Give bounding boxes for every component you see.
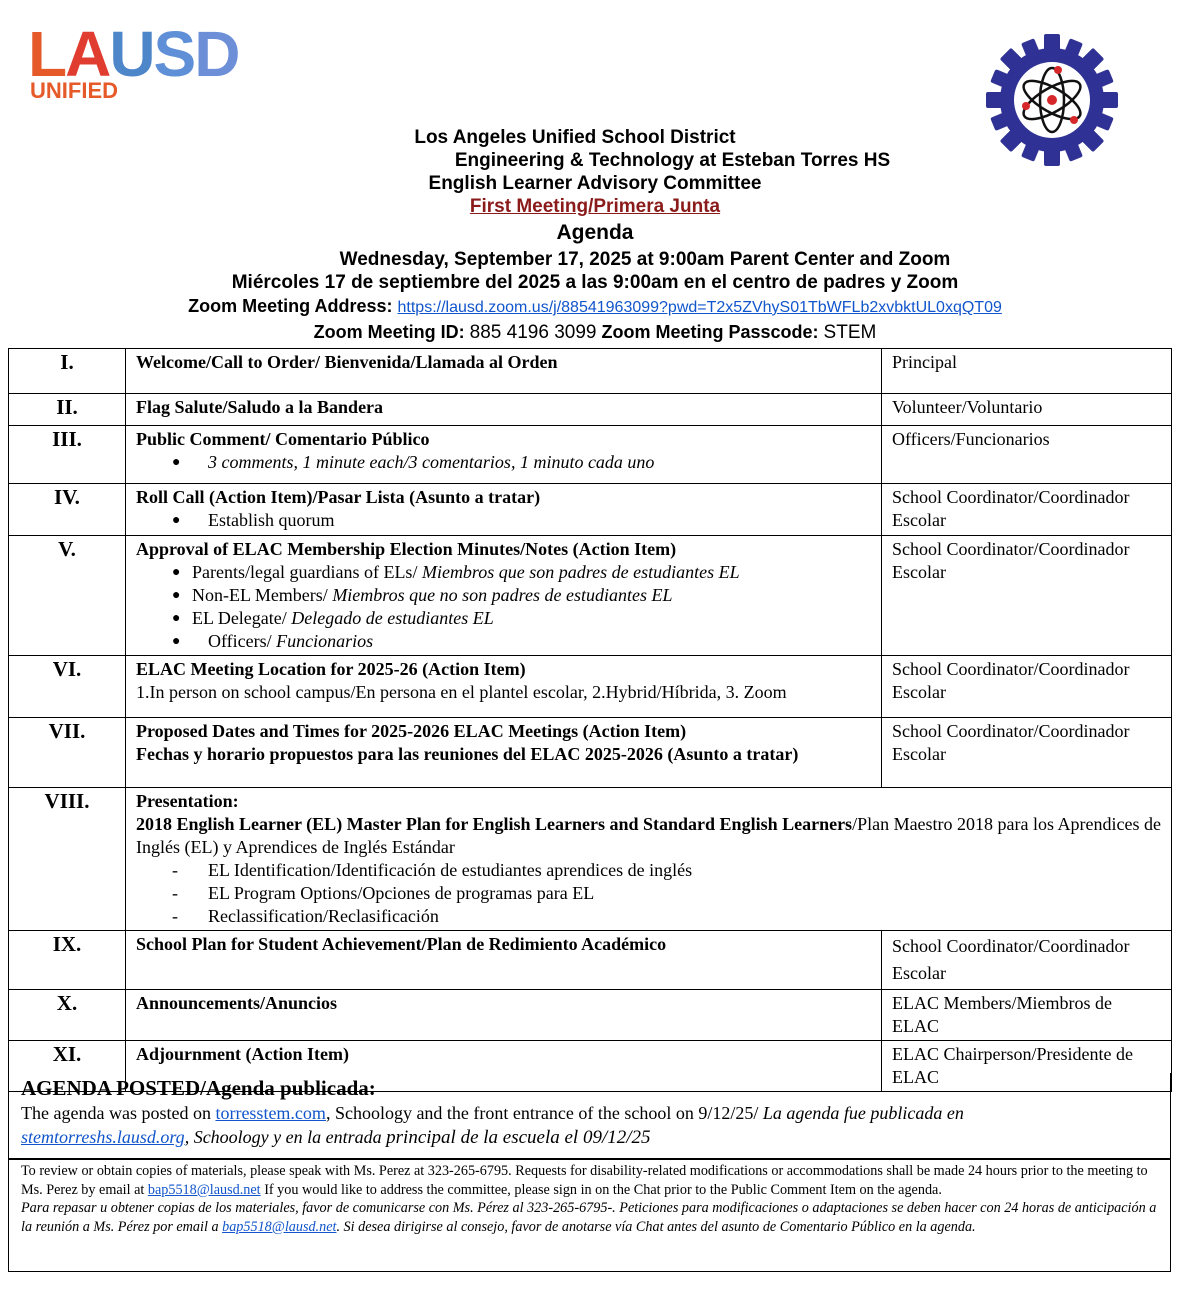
notice-english: To review or obtain copies of materials, please speak with Ms. Perez at 323-265-6795. Requests for disability-related modifications or accommodations shall be made 24 hours prior to the meeting to Ms. Perez by email at bap5518@lausd.net If you would like to address the committee, please sign in on the Chat prior to the Public Comment Item on the agenda. [21, 1163, 1148, 1198]
meeting-date-en: Wednesday, September 17, 2025 at 9:00am Parent Center and Zoom [339, 249, 951, 270]
item-title: Adjournment (Action Item) [136, 1044, 349, 1064]
item-title-es: Fechas y horario propuestos para las reuniones del ELAC 2025-2026 (Asunto a tratar) [136, 744, 799, 764]
notice-spanish: Para repasar u obtener copias de los materiales, favor de comunicarse con Ms. Pérez al 323-265-6795-. Peticiones para modificaciones o adaptaciones se deben hacer con 24 horas de anticipación a la reunión a Ms. Pérez por email a bap5518@lausd.net. Si desea dirigirse al consejo, favor de anotarse vía Chat antes del asunto de Comentario Público en la agenda. [21, 1200, 1157, 1235]
item-description-bold: 2018 English Learner (EL) Master Plan for English Learners and Standard English Learners [136, 814, 853, 834]
list-item: - EL Identification/Identificación de estudiantes aprendices de inglés [166, 859, 1161, 882]
item-subitems [136, 859, 1161, 928]
agenda-posted-text: The agenda was posted on torresstem.com, Schoology and the front entrance of the school on 9/12/25/ La agenda fue publicada en stemtorreshs.lausd.org, Schoology y en la entrada principal de la escuela el 09/12/25 [21, 1103, 964, 1148]
item-description: /Plan Maestro 2018 para los Aprendices de Inglés (EL) y Aprendices de Inglés Estándar [136, 814, 1161, 857]
meeting-date-es: Miércoles 17 de septiembre del 2025 a las 9:00am en el centro de padres y Zoom [231, 272, 959, 293]
list-item: ● Parents/legal guardians of ELs/ Miembros que son padres de estudiantes EL [166, 561, 871, 584]
list-item: - EL Program Options/Opciones de programas para EL [166, 882, 1161, 905]
item-responsible: Principal [882, 349, 1172, 394]
zoom-url-link[interactable]: https://lausd.zoom.us/j/88541963099?pwd=T2x5ZVhyS01TbWFLb2xvbktUL0xqQT09 [397, 299, 1002, 316]
zoom-id-line [0, 320, 1190, 345]
item-number: IX. [9, 931, 126, 990]
item-number: V. [9, 536, 126, 656]
lausd-logo-wordmark: LAUSD [28, 18, 239, 90]
agenda-row [9, 484, 1172, 536]
item-bullets [136, 509, 871, 532]
list-item: ● Non-EL Members/ Miembros que no son padres de estudiantes EL [166, 584, 871, 607]
agenda-row [9, 536, 1172, 656]
item-responsible: School Coordinator/Coordinador Escolar [882, 536, 1172, 656]
agenda-row [9, 656, 1172, 718]
item-description: 1.In person on school campus/En persona en el plantel escolar, 2.Hybrid/Híbrida, 3. Zoom [136, 682, 787, 702]
agenda-row [9, 426, 1172, 484]
school-name: Engineering & Technology at Esteban Torres HS [454, 150, 891, 171]
item-number: I. [9, 349, 126, 394]
item-responsible: Volunteer/Voluntario [882, 394, 1172, 426]
meeting-title: First Meeting/Primera Junta [469, 196, 721, 217]
committee-name: English Learner Advisory Committee [428, 173, 762, 194]
lausd-logo-unified: UNIFIED [30, 78, 118, 103]
zoom-id-label: Zoom Meeting ID: [313, 322, 465, 342]
item-title: ELAC Meeting Location for 2025-26 (Action Item) [136, 659, 526, 679]
item-title: Roll Call (Action Item)/Pasar Lista (Asunto a tratar) [136, 487, 541, 507]
agenda-table [8, 348, 1172, 1092]
item-number: II. [9, 394, 126, 426]
list-item: ● 3 comments, 1 minute each/3 comentarios, 1 minuto cada uno [166, 451, 871, 474]
email-link[interactable]: bap5518@lausd.net [222, 1218, 337, 1235]
item-number: X. [9, 990, 126, 1041]
agenda-row [9, 349, 1172, 394]
item-responsible: Officers/Funcionarios [882, 426, 1172, 484]
agenda-posted-section [8, 1073, 1171, 1159]
item-title: Proposed Dates and Times for 2025-2026 ELAC Meetings (Action Item) [136, 721, 687, 741]
agenda-row [9, 788, 1172, 931]
lausd-logo [28, 18, 278, 103]
item-number: IV. [9, 484, 126, 536]
agenda-row [9, 718, 1172, 788]
item-title: School Plan for Student Achievement/Plan de Redimiento Académico [136, 934, 667, 954]
item-bullets [136, 451, 871, 474]
item-number: XI. [9, 1041, 126, 1092]
list-item: ● Establish quorum [166, 509, 871, 532]
torresstem-link[interactable]: torresstem.com [215, 1103, 326, 1123]
agenda-header [0, 126, 1190, 345]
district-name: Los Angeles Unified School District [414, 127, 736, 148]
item-responsible: School Coordinator/Coordinador Escolar [882, 718, 1172, 788]
item-responsible: School Coordinator/Coordinador Escolar [882, 931, 1172, 990]
agenda-posted-title: AGENDA POSTED/Agenda publicada: [21, 1076, 376, 1100]
list-item: ● Officers/ Funcionarios [166, 630, 871, 653]
stemtorreshs-link[interactable]: stemtorreshs.lausd.org [21, 1127, 185, 1147]
accessibility-notice [8, 1159, 1171, 1272]
item-title: Public Comment/ Comentario Público [136, 429, 430, 449]
item-number: VIII. [9, 788, 126, 931]
item-number: III. [9, 426, 126, 484]
item-bullets [136, 561, 871, 653]
email-link[interactable]: bap5518@lausd.net [147, 1181, 261, 1198]
item-responsible: ELAC Chairperson/Presidente de ELAC [882, 1041, 1172, 1092]
item-number: VI. [9, 656, 126, 718]
item-title: Announcements/Anuncios [136, 993, 338, 1013]
item-number: VII. [9, 718, 126, 788]
zoom-passcode-label: Zoom Meeting Passcode: [601, 322, 819, 342]
agenda-row [9, 394, 1172, 426]
item-title: Welcome/Call to Order/ Bienvenida/Llamada al Orden [136, 352, 558, 372]
item-title: Approval of ELAC Membership Election Minutes/Notes (Action Item) [136, 539, 677, 559]
zoom-id: 885 4196 3099 [469, 322, 597, 343]
zoom-address-line [0, 294, 1190, 320]
agenda-row [9, 990, 1172, 1041]
item-title: Flag Salute/Saludo a la Bandera [136, 397, 384, 417]
item-responsible: School Coordinator/Coordinador Escolar [882, 484, 1172, 536]
item-responsible: ELAC Members/Miembros de ELAC [882, 990, 1172, 1041]
item-responsible: School Coordinator/Coordinador Escolar [882, 656, 1172, 718]
zoom-passcode: STEM [823, 322, 877, 343]
list-item: - Reclassification/Reclasificación [166, 905, 1161, 928]
item-title: Presentation: [136, 791, 239, 811]
zoom-address-label: Zoom Meeting Address: [188, 296, 393, 316]
agenda-title: Agenda [556, 221, 634, 244]
agenda-row [9, 931, 1172, 990]
list-item: ● EL Delegate/ Delegado de estudiantes EL [166, 607, 871, 630]
